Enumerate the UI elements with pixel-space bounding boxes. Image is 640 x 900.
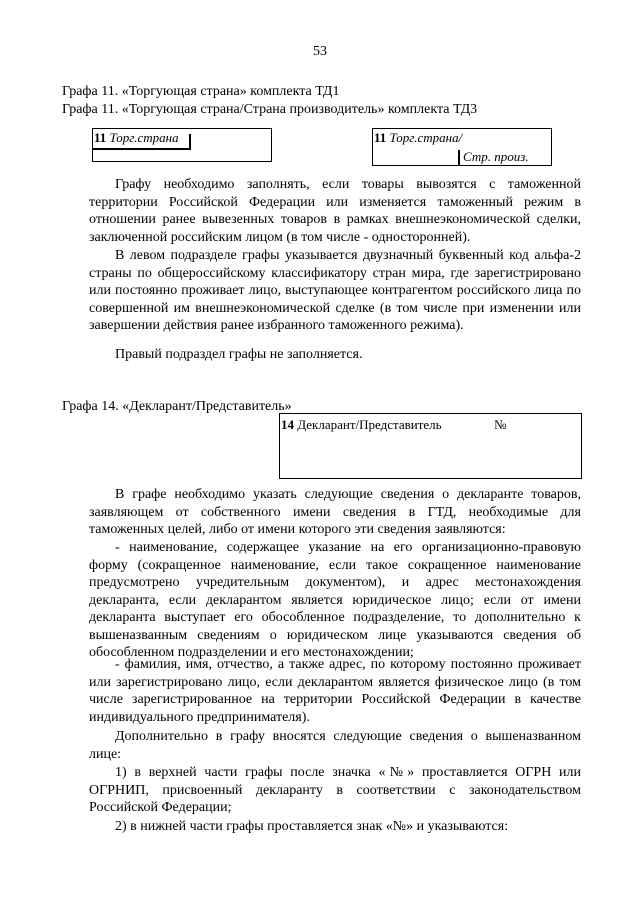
box-11-right-number: 11 [374,130,387,145]
section-14-paragraph-1: В графе необходимо указать следующие сведения о декларанте товаров, заявляющем от собственного имени сведения в ГТД, необходимые для таможенных целей, либо от имени которого эти сведения заявляются: [89,487,581,537]
box-11-left-label: Торг.страна [109,130,179,145]
section-11-heading-td1: Графа 11. «Торгующая страна» комплекта ТД1 [62,84,340,99]
box-11-trading-country [92,128,272,162]
box-14-number-sign: № [494,417,507,432]
box-14-number: 14 [281,417,294,432]
section-11-paragraph-1: Графу необходимо заполнять, если товары вывозятся с таможенной территории Российской Федерации или изменяется таможенный режим в отношении ранее вывезенных товаров в рамках внешнеэкономической сделки, заключенной российским лицом (в том числе - односторонней). [89,177,581,245]
box-11-left-corner-horizontal [92,148,190,150]
page-number: 53 [313,44,327,59]
box-11-left-number: 11 [94,130,107,145]
section-14-paragraph-4: Дополнительно в графу вносятся следующие сведения о вышеназванном лице: [89,729,581,762]
box-11-trading-producer-country [372,128,552,166]
section-14-paragraph-5: 1) в верхней части графы после значка «№» проставляется ОГРН или ОГРНИП, присвоенный декларанту в соответствии с законодательством Российской Федерации; [89,765,581,815]
section-11-paragraph-2: В левом подразделе графы указывается двузначный буквенный код альфа-2 страны по общероссийскому классификатору стран мира, где зарегистрировано или постоянно проживает лицо, выступающее контрагентом российского лица по совершенной им внешнеэкономической сделке (в том числе при изменении или завершении действия ранее избранного таможенного режима). [89,248,581,333]
box-11-right-divider [458,150,460,166]
box-11-right-label-bottom: Стр. произ. [463,149,529,164]
section-14-paragraph-6: 2) в нижней части графы проставляется знак «№» и указываются: [115,819,509,834]
section-11-heading-td3: Графа 11. «Торгующая страна/Страна производитель» комплекта ТД3 [62,102,478,117]
box-14-declarant [279,413,582,479]
section-14-heading: Графа 14. «Декларант/Представитель» [62,399,292,414]
box-14-label: Декларант/Представитель [297,417,442,432]
section-11-paragraph-3: Правый подраздел графы не заполняется. [115,347,363,362]
box-11-left-corner-vertical [189,134,191,150]
section-14-paragraph-3: - фамилия, имя, отчество, а также адрес, по которому постоянно проживает или зарегистрировано лицо, если декларантом является физическое лицо (в том числе зарегистрированное на территории Российской Федерации в качестве индивидуального предпринимателя). [89,657,581,725]
box-11-right-label-top: Торг.страна/ [389,130,463,145]
section-14-paragraph-2: - наименование, содержащее указание на его организационно-правовую форму (сокращенное наименование, если такое сокращенное наименование предусмотрено учредительным документом), и адрес местонахождения декларанта, если декларантом является юридическое лицо; если от имени декларанта выступает его обособленное подразделение, то дополнительно к вышеназванным сведениям о юридическом лице указываются сведения об обособленном подразделении и его местонахождении; [89,540,581,660]
